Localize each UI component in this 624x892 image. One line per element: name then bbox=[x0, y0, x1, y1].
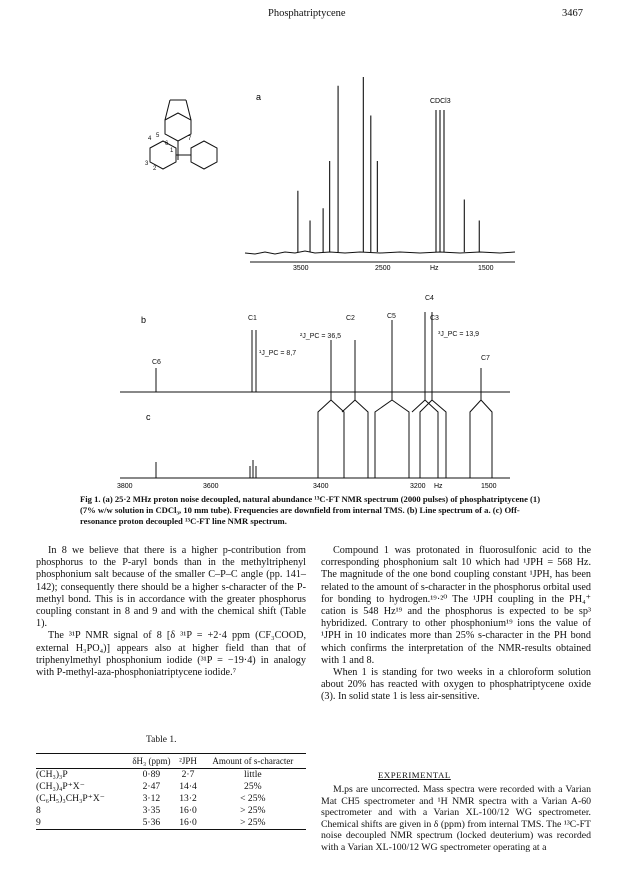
table-row bbox=[36, 817, 306, 830]
carbon-label: C6 bbox=[152, 359, 161, 366]
table-cell: 5·36 bbox=[142, 817, 161, 828]
figure-caption: Fig 1. (a) 25·2 MHz proton noise decoupled, natural abundance ¹³C-FT NMR spectrum (2000 pulses) of phosphatriptycene (1) (7% w/w solution in CDCl₃, 10 mm tube). Frequencies are downfield from internal TMS. (b) Line spectrum of a. (c) Off-resonance proton decoupled ¹³C-FT line NMR spectrum. bbox=[80, 494, 541, 526]
tick-label: 1500 bbox=[478, 265, 494, 272]
table-cell: 3·12 bbox=[142, 793, 161, 804]
tick-label: 3800 bbox=[117, 483, 133, 490]
left-column bbox=[36, 545, 306, 679]
table-cell: 2·7 bbox=[181, 769, 195, 780]
table-cell: (CH₃)₃P bbox=[36, 769, 68, 780]
table-cell: (CH₃)₄P⁺X⁻ bbox=[36, 781, 85, 792]
atom-label: 4 bbox=[148, 136, 152, 142]
spectrum-c-label: c bbox=[146, 412, 151, 422]
paragraph: Compound 1 was protonated in fluorosulfonic acid to the corresponding phosphonium salt 10 which had ¹JPH = 568 Hz. The magnitude of the one bond coupling constant ¹JPH, has been related to the amount of s-character in the phosphorus orbital used for bonding to hydrogen.¹⁹·²⁰ The ¹JPH coupling in the PH₄⁺ cation is 548 Hz¹⁹ and the phosphorus is expected to be sp³ hybridized. Contrary to other phosphonium¹⁹ ions the value of ¹JPH in 10 indicates more than 25% s-character in the PH bond which confirms the interpretation of the NMR-results obtained with 1 and 8. bbox=[321, 545, 591, 666]
atom-label: 7 bbox=[188, 136, 192, 142]
table-header: Amount of s-character bbox=[212, 756, 294, 766]
molecule-drawing bbox=[150, 100, 217, 169]
table-row bbox=[36, 805, 306, 817]
carbon-label: C4 bbox=[425, 295, 434, 302]
table-cell: 2·47 bbox=[142, 781, 161, 792]
tick-label: 3500 bbox=[293, 265, 309, 272]
tick-label: 1500 bbox=[481, 483, 497, 490]
tick-label: 3600 bbox=[203, 483, 219, 490]
splitting-tree bbox=[318, 392, 492, 478]
tick-label: 3400 bbox=[313, 483, 329, 490]
table-cell: 9 bbox=[36, 817, 41, 828]
table-cell: < 25% bbox=[240, 793, 266, 804]
coupling-label: ¹J_PC = 8,7 bbox=[259, 350, 297, 357]
spectrum-a-peaks bbox=[298, 77, 479, 252]
table-cell: 0·89 bbox=[142, 769, 161, 780]
page-number: 3467 bbox=[562, 8, 583, 19]
spectrum-a-baseline bbox=[245, 251, 515, 254]
table-row bbox=[36, 769, 306, 782]
experimental-text bbox=[321, 784, 591, 854]
tick-label: 3200 bbox=[410, 483, 426, 490]
table-cell: 8 bbox=[36, 805, 41, 816]
atom-label: 6 bbox=[165, 141, 169, 147]
spectrum-a-label: a bbox=[256, 92, 262, 102]
carbon-label: C3 bbox=[430, 315, 439, 322]
table-row bbox=[36, 793, 306, 805]
table-cell: > 25% bbox=[240, 817, 266, 828]
right-column bbox=[321, 545, 591, 704]
table-header: δH₃ (ppm) bbox=[132, 756, 171, 766]
table-cell: 16·0 bbox=[179, 805, 197, 816]
running-title: Phosphatriptycene bbox=[268, 8, 346, 19]
table-cell: little bbox=[244, 769, 262, 780]
coupling-label: ³J_PC = 13,9 bbox=[438, 331, 480, 338]
table-header: ²JPH bbox=[179, 756, 197, 766]
solvent-label: CDCl3 bbox=[430, 98, 451, 105]
carbon-label: C7 bbox=[481, 355, 490, 362]
axis-unit: Hz bbox=[430, 265, 439, 272]
atom-label: 2 bbox=[153, 166, 157, 172]
table-title: Table 1. bbox=[146, 735, 177, 745]
paragraph: In 8 we believe that there is a higher p-contribution from phosphorus to the P-aryl bonds than in the methyltriphenyl phosphonium salt because of the smaller C–P–C angle (pp. 141–142); consequently there should be a higher s-character of the P-methyl bond. This is in accordance with the greater phosphorus coupling constant in 8 and 9 and with the chemical shift (Table 1). bbox=[36, 545, 306, 630]
table-cell: > 25% bbox=[240, 805, 266, 816]
spectrum-b-lines bbox=[156, 312, 481, 392]
table-header bbox=[36, 754, 126, 769]
paragraph: When 1 is standing for two weeks in a chloroform solution about 20% has reacted with oxygen to phosphatriptycene oxide (3). In solid state 1 is less air-sensitive. bbox=[321, 667, 591, 703]
table-cell: 3·35 bbox=[142, 805, 161, 816]
tick-label: 2500 bbox=[375, 265, 391, 272]
paragraph: The ³¹P NMR signal of 8 [δ ³¹P = +2·4 ppm (CF₃COOD, external H₃PO₄)] appears also at higher field than that of triphenylmethyl phosphonium iodide (³¹P = −19·4) in analogy with P-methyl-aza-phosphoniatriptycene iodide.⁷ bbox=[36, 630, 306, 679]
table-row bbox=[36, 781, 306, 793]
section-heading: EXPERIMENTAL bbox=[378, 770, 451, 780]
carbon-label: C5 bbox=[387, 313, 396, 320]
table-cell: 14·4 bbox=[179, 781, 197, 792]
axis-unit: Hz bbox=[434, 483, 443, 490]
table-cell: 25% bbox=[244, 781, 262, 792]
coupling-label: ²J_PC = 36,5 bbox=[300, 333, 342, 340]
atom-label: 3 bbox=[145, 161, 149, 167]
table-cell: (C₆H₅)₃CH₃P⁺X⁻ bbox=[36, 793, 105, 804]
table-cell: 13·2 bbox=[179, 793, 197, 804]
data-table bbox=[36, 753, 306, 830]
carbon-label: C2 bbox=[346, 315, 355, 322]
table-cell: 16·0 bbox=[179, 817, 197, 828]
atom-label: 5 bbox=[156, 133, 160, 139]
carbon-label: C1 bbox=[248, 315, 257, 322]
atom-label: 1 bbox=[170, 148, 174, 154]
spectrum-b-label: b bbox=[141, 315, 147, 325]
paragraph: M.ps are uncorrected. Mass spectra were recorded with a Varian Mat CH5 spectrometer and ¹H NMR spectra with a Varian A-60 spectrometer and with a Varian XL-100/12 WG spectrometer. Chemical shifts are given in δ (ppm) from internal TMS. The ¹³C-FT noise decoupled NMR spectrum (locked deuterium) was recorded with a Varian XL-100/12 WG spectrometer operating at a bbox=[321, 784, 591, 853]
